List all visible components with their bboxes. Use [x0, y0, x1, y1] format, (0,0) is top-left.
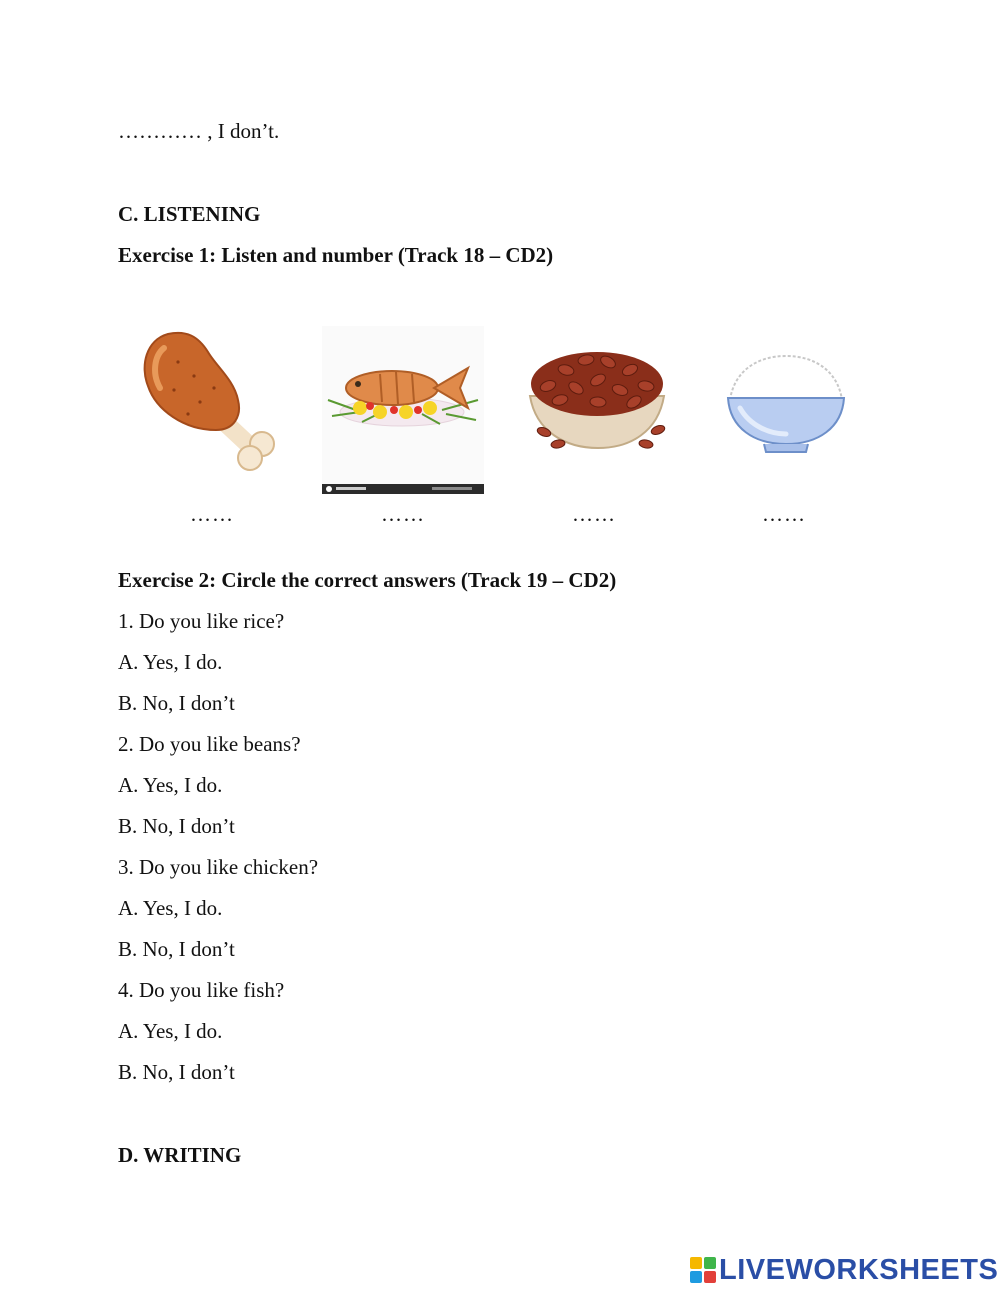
question-2-option-b[interactable]: B. No, I don’t — [118, 814, 235, 838]
liveworksheets-brand: LIVEWORKSHEETS — [719, 1253, 999, 1286]
question-3: 3. Do you like chicken? — [118, 855, 319, 879]
section-c-title: C. LISTENING — [118, 202, 261, 226]
question-2-option-a[interactable]: A. Yes, I do. — [118, 773, 223, 797]
exercise-1-title: Exercise 1: Listen and number (Track 18 – CD2) — [118, 243, 554, 267]
rice-bowl-icon — [726, 352, 846, 454]
section-d-title: D. WRITING — [118, 1143, 242, 1167]
exercise-2-title: Exercise 2: Circle the correct answers (Track 19 – CD2) — [118, 568, 617, 592]
picture-3-blank[interactable]: …… — [572, 502, 616, 526]
question-1: 1. Do you like rice? — [118, 609, 285, 633]
picture-2-blank[interactable]: …… — [381, 502, 425, 526]
liveworksheets-logo — [690, 1252, 998, 1288]
question-1-option-a[interactable]: A. Yes, I do. — [118, 650, 223, 674]
picture-1-blank[interactable]: …… — [190, 502, 234, 526]
question-3-option-b[interactable]: B. No, I don’t — [118, 937, 235, 961]
fish-plate-icon — [322, 326, 484, 494]
question-1-option-b[interactable]: B. No, I don’t — [118, 691, 235, 715]
picture-4-blank[interactable]: …… — [762, 502, 806, 526]
question-3-option-a[interactable]: A. Yes, I do. — [118, 896, 223, 920]
intro-line: ………… , I don’t. — [118, 119, 280, 143]
liveworksheets-logo-icon — [690, 1257, 716, 1283]
question-4: 4. Do you like fish? — [118, 978, 285, 1002]
beans-bowl-icon — [526, 340, 672, 460]
question-4-option-b[interactable]: B. No, I don’t — [118, 1060, 235, 1084]
question-2: 2. Do you like beans? — [118, 732, 301, 756]
chicken-leg-icon — [138, 326, 280, 474]
question-4-option-a[interactable]: A. Yes, I do. — [118, 1019, 223, 1043]
